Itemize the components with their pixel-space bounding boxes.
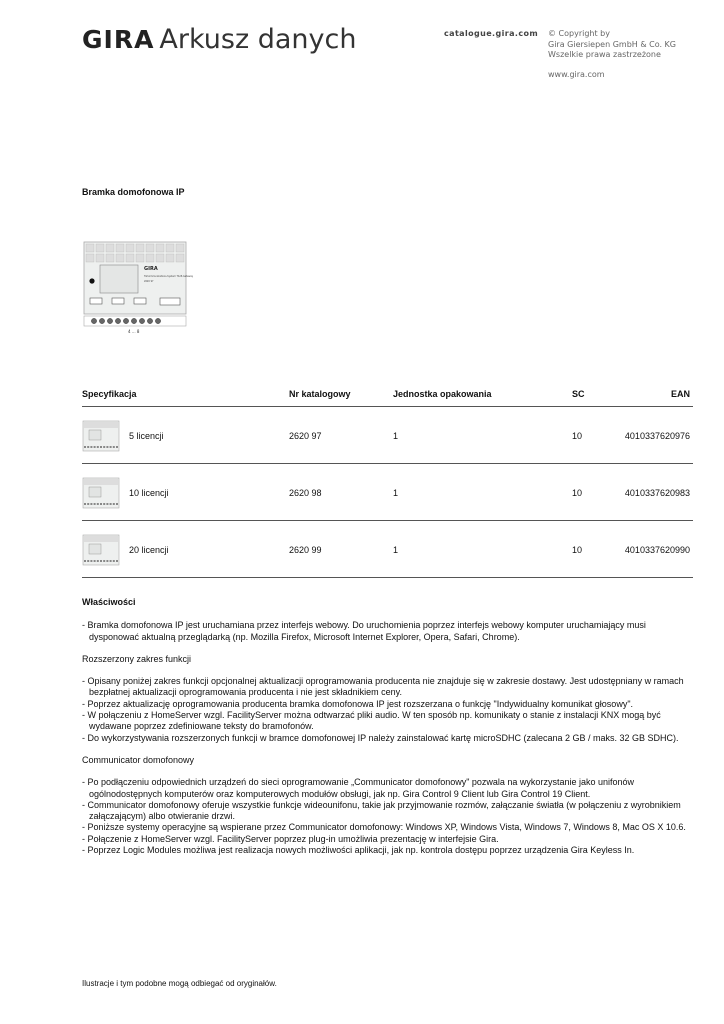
column-header-sc: SC	[572, 389, 585, 399]
feature-item: - Poniższe systemy operacyjne są wspierane przez Communicator domofonowy: Windows XP, Windows Vista, Windows 7, Windows 8, Mac OS X 10.6.	[82, 822, 686, 833]
row-unit: 1	[393, 545, 399, 555]
device-model: 2620 97	[144, 280, 154, 283]
feature-item: - Połączenie z HomeServer wzgl. FacilityServer poprzez plug-in umożliwia prezentację w interfejsie Gira.	[82, 833, 499, 844]
product-thumbnail-icon	[82, 477, 120, 509]
column-header-catalog: Nr katalogowy	[289, 389, 351, 399]
device-subtitle: Türkommunikations-System TK-IP-Gateway	[144, 275, 194, 278]
feature-item: - Po podłączeniu odpowiednich urządzeń do sieci oprogramowanie „Communicator domofonowy" pozwala na wykorzystanie jako unifonów ogólnodostępnych komputerów oraz komputerowych modułów obsługi, jak np. Gira Control 9 Client lub Gira Control 19 Client.	[82, 777, 634, 799]
product-thumbnail-icon	[82, 420, 120, 452]
row-ean: 4010337620983	[624, 488, 690, 498]
catalogue-link[interactable]: catalogue.gira.com	[444, 29, 539, 38]
column-header-unit: Jednostka opakowania	[393, 389, 492, 399]
row-catalog-no: 2620 99	[289, 545, 322, 555]
row-spec: 10 licencji	[129, 488, 169, 498]
feature-item: - W połączeniu z HomeServer wzgl. FacilityServer można odtwarzać pliki audio. W ten sposób np. komunikaty o stanie z instalacji KNX mogą być wydawane poprzez zdefiniowane teksty do bramofonów.	[82, 710, 661, 732]
product-title: Bramka domofonowa IP	[82, 187, 185, 197]
feature-item: - Bramka domofonowa IP jest uruchamiana przez interfejs webowy. Do uruchomienia poprzez interfejs webowy komputer uruchamiający musi dysponować aktualną przeglądarką (np. Mozilla Firefox, Microsoft Internet Explorer, Opera, Safari, Chrome).	[82, 620, 646, 642]
copyright-line: © Copyright by	[548, 29, 610, 38]
row-ean: 4010337620976	[624, 431, 690, 441]
row-spec: 5 licencji	[129, 431, 164, 441]
ip-gateway-device-icon	[82, 240, 194, 336]
copyright-line: Gira Giersiepen GmbH & Co. KG	[548, 39, 676, 49]
column-header-ean: EAN	[670, 389, 690, 399]
sheet-title: Arkusz danych	[159, 24, 357, 55]
row-unit: 1	[393, 488, 399, 498]
copyright-block	[548, 29, 676, 61]
feature-item: - Communicator domofonowy oferuje wszystkie funkcje wideounifonu, takie jak przyjmowanie rozmów, załączanie światła (w połączeniu z wyrobnikiem załączającym) albo otwieranie drzwi.	[82, 799, 681, 822]
row-unit: 1	[393, 431, 399, 441]
table-divider	[82, 577, 693, 578]
table-divider	[82, 520, 693, 521]
product-thumbnail-icon	[82, 534, 120, 566]
row-sc: 10	[572, 545, 583, 555]
row-sc: 10	[572, 431, 583, 441]
extended-heading: Rozszerzony zakres funkcji	[82, 653, 192, 664]
row-spec: 20 licencji	[129, 545, 169, 555]
communicator-heading: Communicator domofonowy	[82, 754, 195, 765]
brand-name: GIRA	[82, 25, 155, 54]
feature-item: - Poprzez aktualizację oprogramowania producenta bramka domofonowa IP jest rozszerzana o funkcję "Indywidualny komunikat głosowy".	[82, 698, 634, 709]
footer-note: Ilustracje i tym podobne mogą odbiegać od oryginałów.	[82, 979, 277, 988]
features-section	[82, 597, 694, 856]
feature-item: - Do wykorzystywania rozszerzonych funkcji w bramce domofonowej IP należy zainstalować kartę microSDHC (zalecana 2 GB / maks. 32 GB SDHC).	[82, 732, 679, 743]
copyright-line: Wszelkie prawa zastrzeżone	[548, 50, 661, 59]
gira-logo	[82, 24, 356, 55]
column-header-spec: Specyfikacja	[82, 389, 137, 399]
row-catalog-no: 2620 97	[289, 431, 322, 441]
row-catalog-no: 2620 98	[289, 488, 322, 498]
table-divider	[82, 406, 693, 407]
feature-item: - Opisany poniżej zakres funkcji opcjonalnej aktualizacji oprogramowania producenta nie znajduje się w zakresie dostawy. Jest udostępniany w ramach bezpłatnej aktualizacji oprogramowania producenta i nie jest składnikiem ceny.	[82, 676, 684, 698]
table-divider	[82, 463, 693, 464]
row-ean: 4010337620990	[624, 545, 690, 555]
feature-item: - Poprzez Logic Modules możliwa jest realizacja nowych możliwości aplikacji, jak np. kontrola dostępu poprzez urządzenia Gira Keyless In.	[82, 845, 635, 856]
row-sc: 10	[572, 488, 583, 498]
website-link[interactable]: www.gira.com	[548, 70, 605, 79]
features-heading: Właściwości	[82, 597, 136, 607]
device-label: GIRA	[144, 266, 158, 272]
device-caption: 4 ... 8	[128, 329, 140, 334]
